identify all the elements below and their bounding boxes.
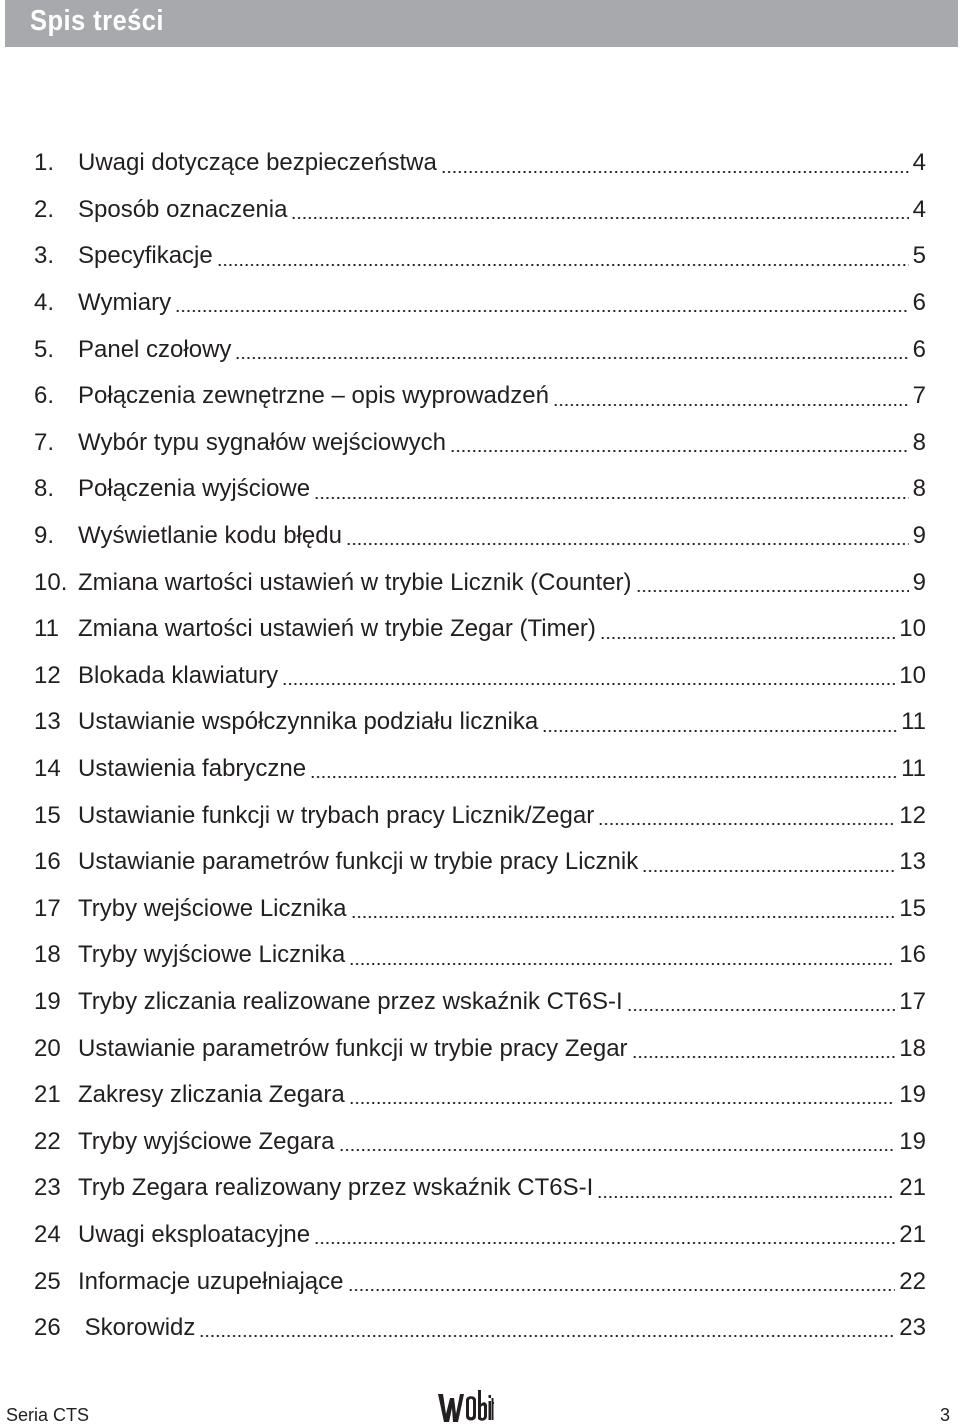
- toc-dot-leader: [632, 1056, 896, 1058]
- wobit-logo: [436, 1386, 494, 1426]
- toc-dot-leader: [339, 1149, 896, 1151]
- toc-entry: [34, 746, 926, 793]
- toc-dot-leader: [199, 1335, 895, 1337]
- toc-entry-number: 11: [34, 615, 59, 643]
- toc-entry-number: 16: [34, 848, 61, 876]
- toc-entry-number: 22: [34, 1127, 61, 1155]
- toc-dot-leader: [314, 1242, 895, 1244]
- toc-entry: [34, 513, 926, 560]
- toc-entry-number: 5.: [34, 335, 55, 363]
- toc-dot-leader: [310, 776, 897, 778]
- toc-entry-title: Ustawianie parametrów funkcji w trybie pracy Zegar: [78, 1034, 628, 1062]
- toc-dot-leader: [450, 450, 909, 452]
- toc-dot-leader: [636, 590, 909, 592]
- toc-dot-leader: [349, 1102, 896, 1104]
- toc-entry-title: Wyświetlanie kodu błędu: [78, 522, 342, 550]
- toc-entry: [34, 792, 926, 839]
- toc-entry-title: Sposób oznaczenia: [78, 195, 288, 223]
- toc-entry-page: 9: [912, 568, 926, 596]
- toc-entry-title: Informacje uzupełniające: [78, 1267, 344, 1295]
- toc-dot-leader: [542, 730, 897, 732]
- toc-entry: [34, 140, 926, 187]
- toc-entry-page: 5: [912, 242, 926, 270]
- toc-dot-leader: [291, 217, 908, 219]
- toc-entry-number: 26: [34, 1314, 61, 1342]
- toc-entry: [34, 1072, 926, 1119]
- toc-entry-title: Uwagi eksploatacyjne: [78, 1220, 311, 1248]
- toc-entry-page: 15: [899, 894, 926, 922]
- toc-dot-leader: [217, 264, 909, 266]
- toc-entry-number: 15: [34, 801, 61, 829]
- toc-entry-title: Skorowidz: [78, 1314, 196, 1342]
- toc-dot-leader: [346, 543, 909, 545]
- toc-entry-page: 6: [912, 335, 926, 363]
- toc-dot-leader: [627, 1009, 896, 1011]
- toc-entry-number: 25: [34, 1267, 61, 1295]
- toc-entry-page: 4: [912, 149, 926, 177]
- toc-entry-number: 4.: [34, 289, 55, 317]
- toc-entry-number: 6.: [34, 382, 55, 410]
- toc-entry-number: 19: [34, 987, 61, 1015]
- toc-entry: [34, 1212, 926, 1259]
- page-title: Spis treści: [30, 5, 164, 37]
- toc-entry: [34, 1258, 926, 1305]
- toc-entry-page: 19: [899, 1127, 926, 1155]
- toc-entry-number: 23: [34, 1174, 61, 1202]
- toc-dot-leader: [282, 683, 895, 685]
- toc-entry-page: 21: [899, 1220, 926, 1248]
- toc-entry: [34, 280, 926, 327]
- toc-entry-number: 9.: [34, 522, 55, 550]
- toc-entry: [34, 1118, 926, 1165]
- toc-entry: [34, 932, 926, 979]
- toc-entry-number: 24: [34, 1220, 61, 1248]
- toc-entry-page: 11: [901, 708, 926, 736]
- toc-entry-page: 21: [899, 1174, 926, 1202]
- toc-entry: [34, 373, 926, 420]
- toc-entry-page: 18: [899, 1034, 926, 1062]
- toc-entry-page: 17: [899, 987, 926, 1015]
- toc-entry-number: 12: [34, 661, 61, 689]
- toc-entry-number: 1.: [34, 149, 55, 177]
- toc-entry-title: Zakresy zliczania Zegara: [78, 1081, 345, 1109]
- toc-entry-title: Ustawienia fabryczne: [78, 755, 307, 783]
- toc-entry-title: Zmiana wartości ustawień w trybie Zegar (Timer): [78, 615, 596, 643]
- toc-entry: [34, 606, 926, 653]
- toc-dot-leader: [600, 637, 895, 639]
- toc-entry: [34, 559, 926, 606]
- toc-dot-leader: [175, 310, 909, 312]
- toc-entry-page: 7: [912, 382, 926, 410]
- toc-entry-title: Wymiary: [78, 289, 172, 317]
- toc-entry-title: Tryby wyjściowe Licznika: [78, 941, 346, 969]
- toc-entry-title: Specyfikacje: [78, 242, 213, 270]
- toc-entry-title: Tryby wyjściowe Zegara: [78, 1127, 335, 1155]
- toc-entry-title: Tryby wejściowe Licznika: [78, 894, 347, 922]
- toc-entry-page: 8: [912, 475, 926, 503]
- toc-entry-title: Ustawianie współczynnika podziału licznika: [78, 708, 539, 736]
- toc-entry: [34, 1025, 926, 1072]
- toc-entry-page: 10: [899, 661, 926, 689]
- toc-entry: [34, 653, 926, 700]
- toc-entry-page: 23: [899, 1314, 926, 1342]
- toc-entry-title: Połączenia wyjściowe: [78, 475, 311, 503]
- toc-entry-number: 7.: [34, 428, 55, 456]
- toc-entry-page: 13: [899, 848, 926, 876]
- toc-dot-leader: [598, 823, 895, 825]
- toc-entry: [34, 699, 926, 746]
- toc-entry-title: Zmiana wartości ustawień w trybie Licznik (Counter): [78, 568, 632, 596]
- toc-entry-title: Wybór typu sygnałów wejściowych: [78, 428, 446, 456]
- toc-entry: [34, 420, 926, 467]
- toc-entry-title: Ustawianie funkcji w trybach pracy Licznik/Zegar: [78, 801, 595, 829]
- toc-entry-page: 22: [899, 1267, 926, 1295]
- toc-entry-number: 13: [34, 708, 61, 736]
- toc-entry-page: 4: [912, 195, 926, 223]
- toc-entry-number: 17: [34, 894, 61, 922]
- toc-dot-leader: [642, 870, 895, 872]
- toc-entry: [34, 326, 926, 373]
- toc-entry-title: Połączenia zewnętrzne – opis wyprowadzeń: [78, 382, 549, 410]
- toc-dot-leader: [235, 357, 908, 359]
- toc-entry-page: 12: [899, 801, 926, 829]
- toc-dot-leader: [314, 497, 909, 499]
- toc-entry-page: 6: [912, 289, 926, 317]
- toc-entry-number: 14: [34, 755, 61, 783]
- toc-entry: [34, 979, 926, 1026]
- toc-entry-number: 18: [34, 941, 61, 969]
- toc-dot-leader: [553, 404, 909, 406]
- toc-dot-leader: [348, 1289, 896, 1291]
- toc-entry-title: Ustawianie parametrów funkcji w trybie pracy Licznik: [78, 848, 639, 876]
- toc-entry-page: 19: [899, 1081, 926, 1109]
- toc-entry-number: 2.: [34, 195, 55, 223]
- toc-entry-number: 3.: [34, 242, 55, 270]
- toc-entry: [34, 466, 926, 513]
- toc-entry-number: 20: [34, 1034, 61, 1062]
- footer-series-label: Seria CTS: [6, 1405, 90, 1425]
- table-of-contents: [34, 140, 926, 1351]
- section-header-bar: [5, 0, 958, 47]
- toc-dot-leader: [349, 963, 895, 965]
- toc-entry: [34, 187, 926, 234]
- toc-entry-page: 9: [912, 522, 926, 550]
- toc-dot-leader: [351, 916, 896, 918]
- toc-entry: [34, 233, 926, 280]
- toc-entry: [34, 1165, 926, 1212]
- toc-entry: [34, 839, 926, 886]
- toc-entry-title: Tryby zliczania realizowane przez wskaźnik CT6S-I: [78, 987, 623, 1015]
- toc-dot-leader: [441, 171, 909, 173]
- footer-page-number: 3: [939, 1405, 950, 1425]
- toc-entry-number: 8.: [34, 475, 55, 503]
- toc-entry-title: Blokada klawiatury: [78, 661, 279, 689]
- toc-entry-page: 16: [899, 941, 926, 969]
- toc-entry-page: 10: [899, 615, 926, 643]
- toc-entry: [34, 886, 926, 933]
- toc-entry: [34, 1305, 926, 1352]
- toc-entry-title: Panel czołowy: [78, 335, 232, 363]
- toc-entry-number: 10.: [34, 568, 68, 596]
- toc-entry-title: Uwagi dotyczące bezpieczeństwa: [78, 149, 437, 177]
- toc-entry-page: 11: [901, 755, 926, 783]
- toc-dot-leader: [597, 1196, 895, 1198]
- toc-entry-number: 21: [34, 1081, 61, 1109]
- toc-entry-page: 8: [912, 428, 926, 456]
- toc-entry-title: Tryb Zegara realizowany przez wskaźnik CT6S-I: [78, 1174, 594, 1202]
